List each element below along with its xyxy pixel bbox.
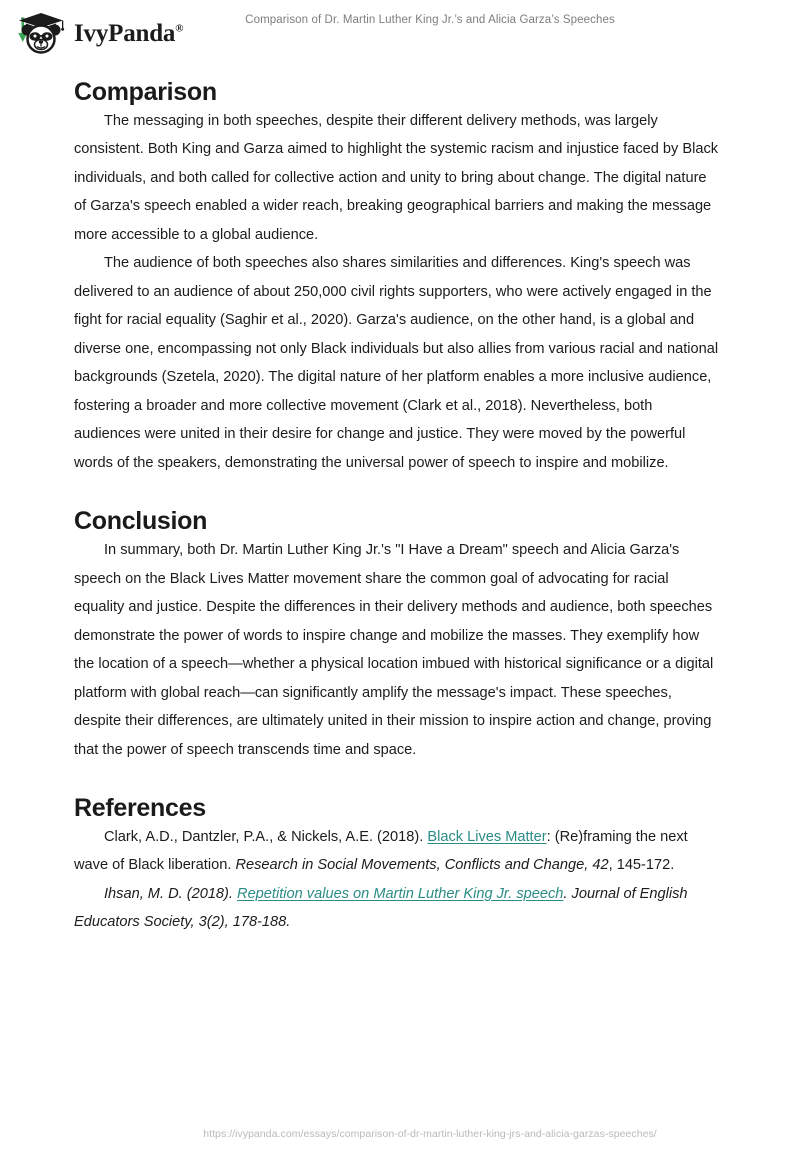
brand-name-text: IvyPanda [74, 19, 176, 47]
section-references [74, 794, 722, 937]
reference-authors: Clark, A.D., Dantzler, P.A., & Nickels, A.E. (2018). [104, 828, 428, 845]
reference-tail: (2), 178-188. [206, 914, 291, 931]
paragraph: In summary, both Dr. Martin Luther King Jr.'s "I Have a Dream" speech and Alicia Garza's speech on the Black Lives Matter movement share the common goal of advocating for racial equality and justice. Despite the differences in their delivery methods and audience, both speeches demonstrate the power of words to inspire change and mobilize the masses. They exemplify how the location of a speech—whether a physical location imbued with historical significance or a digital platform with global reach—can significantly amplify the message's impact. These speeches, despite their differences, are ultimately united in their mission to inspire action and change, proving that the power of speech transcends time and space. [74, 542, 714, 758]
reference-authors: Ihsan, M. D. (2018). [104, 885, 238, 902]
section-conclusion [74, 507, 722, 764]
heading-conclusion: Conclusion [74, 507, 208, 536]
registered-trademark-mark: ® [175, 22, 184, 35]
reference-entry [74, 880, 722, 937]
section-comparison [74, 78, 722, 477]
reference-after-link: . [563, 885, 572, 902]
heading-comparison: Comparison [74, 78, 217, 106]
reference-after-link: : (Re)framing the next wave of Black liberation. [74, 828, 688, 874]
page-footer [0, 1124, 800, 1142]
document-body [74, 66, 722, 937]
reference-link[interactable]: Black Lives Matter [427, 828, 547, 845]
reference-journal: Research in Social Movements, Conflicts and Change, 42 [235, 857, 609, 874]
paragraph: The messaging in both speeches, despite their different delivery methods, was largely consistent. Both King and Garza aimed to highlight the systemic racism and injustice faced by Black individuals, and both called for collective action and unity to bring about change. The digital nature of Garza's speech enabled a wider reach, breaking geographical barriers and making the message more accessible to a global audience. [74, 112, 719, 243]
running-title: Comparison of Dr. Martin Luther King Jr.’s and Alicia Garza’s Speeches [245, 14, 615, 26]
page-header [0, 0, 800, 62]
reference-link[interactable]: Repetition values on Martin Luther King Jr. speech [237, 885, 564, 902]
paragraph: The audience of both speeches also shares similarities and differences. King's speech was delivered to an audience of about 250,000 civil rights supporters, who were actively engaged in the fight for racial equality (Saghir et al., 2020). Garza's audience, on the other hand, is a global and diverse one, encompassing not only Black individuals but also allies from various racial and national backgrounds (Szetela, 2020). The digital nature of her platform enables a more inclusive audience, fostering a broader and more collective movement (Clark et al., 2018). Nevertheless, both audiences were united in their desire for change and justice. They were moved by the powerful words of the speakers, demonstrating the universal power of speech to inspire and mobilize. [74, 255, 719, 471]
source-url[interactable]: https://ivypanda.com/essays/comparison-of-dr-martin-luther-king-jrs-and-alicia-garzas-speeches/ [203, 1128, 657, 1140]
heading-references: References [74, 794, 206, 822]
reference-entry [74, 823, 722, 880]
reference-journal: Journal of English Educators Society, 3 [74, 885, 688, 931]
reference-tail: , 145-172. [608, 857, 675, 874]
